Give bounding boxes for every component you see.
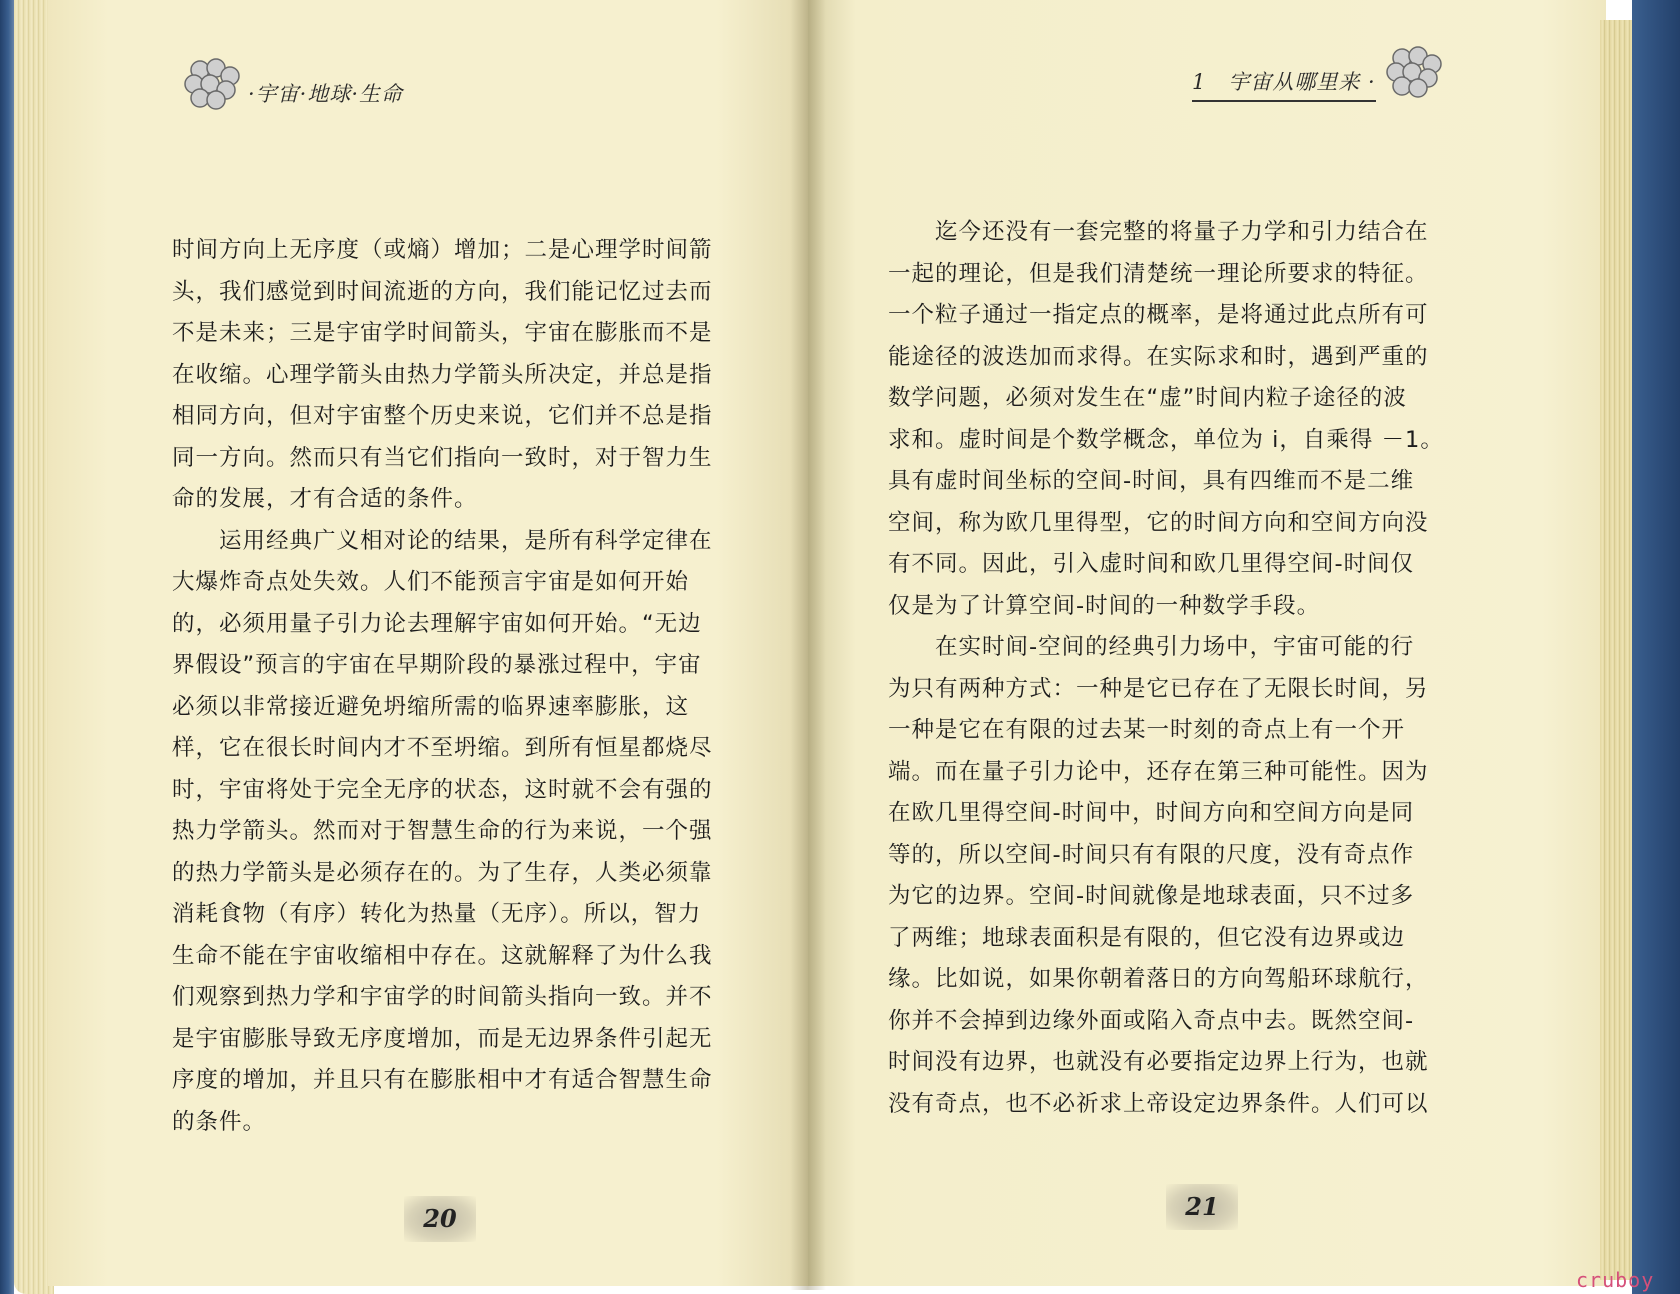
text-line: 迄今还没有一套完整的将量子力学和引力结合在 — [888, 219, 1429, 245]
molecule-cluster-icon — [180, 52, 244, 116]
text-line: 的，必须用量子引力论去理解宇宙如何开始。“无边 — [172, 610, 702, 637]
page-number-left: 20 — [404, 1196, 476, 1242]
text-line: 在实时间-空间的经典引力场中，宇宙可能的行 — [888, 634, 1415, 660]
text-line: 在欧几里得空间-时间中，时间方向和空间方向是同 — [888, 800, 1415, 826]
text-line: 生命不能在宇宙收缩相中存在。这就解释了为什么我 — [172, 942, 713, 969]
text-line: 必须以非常接近避免坍缩所需的临界速率膨胀，这 — [172, 693, 690, 720]
text-line: 了两维；地球表面积是有限的，但它没有边界或边 — [888, 924, 1406, 951]
text-line: 相同方向，但对宇宙整个历史来说，它们并不总是指 — [172, 403, 713, 429]
text-line: 为它的边界。空间-时间就像是地球表面，只不过多 — [888, 883, 1415, 909]
left-page — [48, 0, 808, 1286]
text-line: 是宇宙膨胀导致无序度增加，而是无边界条件引起无 — [172, 1025, 713, 1052]
text-line: 一个粒子通过一指定点的概率，是将通过此点所有可 — [888, 302, 1429, 328]
book-cover-edge-right — [1632, 0, 1680, 1294]
text-line: 不是未来；三是宇宙学时间箭头，宇宙在膨胀而不是 — [172, 320, 713, 346]
text-line: 热力学箭头。然而对于智慧生命的行为来说，一个强 — [172, 818, 713, 844]
text-line: 有不同。因此，引入虚时间和欧几里得空间-时间仅 — [888, 551, 1415, 577]
text-line: 缘。比如说，如果你朝着落日的方向驾船环球航行， — [888, 966, 1429, 992]
text-line: 空间，称为欧几里得型，它的时间方向和空间方向没 — [888, 509, 1429, 536]
text-line: 样，它在很长时间内才不至坍缩。到所有恒星都烧尽 — [172, 735, 713, 761]
text-line: 为只有两种方式：一种是它已存在了无限长时间，另 — [888, 675, 1429, 702]
text-line: 求和。虚时间是个数学概念，单位为 i，自乘得 －1。 — [888, 426, 1444, 453]
text-line: 数学问题，必须对发生在“虚”时间内粒子途径的波 — [888, 385, 1407, 411]
text-line: 端。而在量子引力论中，还存在第三种可能性。因为 — [888, 758, 1429, 785]
text-line: 运用经典广义相对论的结果，是所有科学定律在 — [172, 527, 713, 554]
book-cover-edge-left — [0, 0, 14, 1294]
text-line: 在收缩。心理学箭头由热力学箭头所决定，并总是指 — [172, 361, 713, 388]
page-edges-right — [1600, 20, 1636, 1280]
text-line: 时，宇宙将处于完全无序的状态，这时就不会有强的 — [172, 776, 713, 803]
book-gutter — [790, 0, 826, 1290]
text-line: 序度的增加，并且只有在膨胀相中才有适合智慧生命 — [172, 1067, 713, 1093]
text-line: 命的发展，才有合适的条件。 — [172, 486, 478, 512]
watermark-text: cruboy — [1576, 1268, 1655, 1292]
text-line: 界假设”预言的宇宙在早期阶段的暴涨过程中，宇宙 — [172, 652, 702, 678]
left-body-text — [172, 230, 713, 1143]
text-line: 等的，所以空间-时间只有有限的尺度，没有奇点作 — [888, 841, 1415, 868]
right-body-text — [888, 212, 1444, 1125]
text-line: 一起的理论，但是我们清楚统一理论所要求的特征。 — [888, 260, 1429, 287]
running-head-left: ·宇宙·地球·生命 — [248, 82, 404, 106]
text-line: 大爆炸奇点处失效。人们不能预言宇宙是如何开始 — [172, 569, 690, 595]
right-page — [808, 0, 1606, 1286]
text-line: 具有虚时间坐标的空间-时间，具有四维而不是二维 — [888, 468, 1415, 494]
page-number-right: 21 — [1166, 1184, 1238, 1230]
text-line: 你并不会掉到边缘外面或陷入奇点中去。既然空间- — [888, 1007, 1415, 1034]
text-line: 的条件。 — [172, 1108, 267, 1135]
text-line: 一种是它在有限的过去某一时刻的奇点上有一个开 — [888, 717, 1406, 743]
text-line: 能途径的波迭加而求得。在实际求和时，遇到严重的 — [888, 343, 1429, 370]
text-line: 时间方向上无序度（或熵）增加；二是心理学时间箭 — [172, 237, 713, 263]
text-line: 的热力学箭头是必须存在的。为了生存，人类必须靠 — [172, 859, 713, 886]
text-line: 消耗食物（有序）转化为热量（无序）。所以，智力 — [172, 901, 702, 927]
text-line: 同一方向。然而只有当它们指向一致时，对于智力生 — [172, 444, 713, 471]
text-line: 仅是为了计算空间-时间的一种数学手段。 — [888, 592, 1321, 619]
text-line: 们观察到热力学和宇宙学的时间箭头指向一致。并不 — [172, 984, 713, 1010]
molecule-cluster-icon — [1382, 40, 1446, 104]
text-line: 没有奇点，也不必祈求上帝设定边界条件。人们可以 — [888, 1090, 1429, 1117]
text-line: 头，我们感觉到时间流逝的方向，我们能记忆过去而 — [172, 278, 713, 305]
text-line: 时间没有边界，也就没有必要指定边界上行为，也就 — [888, 1049, 1429, 1075]
running-head-right: 1 宇宙从哪里来 · — [1192, 66, 1376, 102]
